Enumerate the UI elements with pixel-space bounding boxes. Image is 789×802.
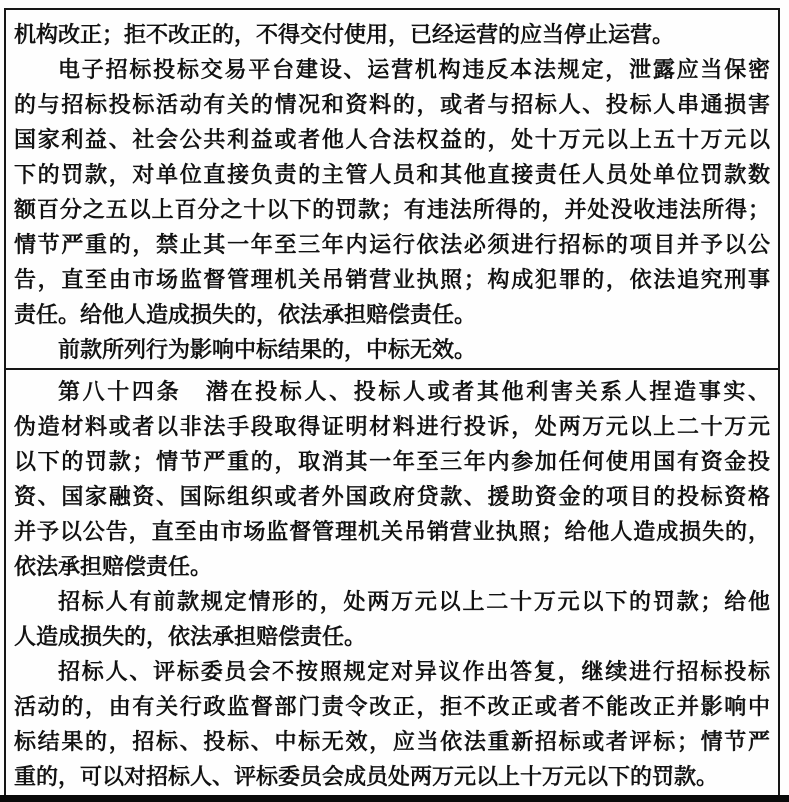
text-line: 人造成损失的，依法承担赔偿责任。: [14, 625, 367, 650]
document-section-lower: [6, 370, 778, 795]
text-line: 依法承担赔偿责任。: [14, 555, 213, 580]
text-line: 情节严重的，禁止其一年至三年内运行依法必须进行招标的项目并予以公: [14, 233, 770, 258]
text-line: 活动的，由有关行政监督部门责令改正，拒不改正或者不能改正并影响中: [14, 695, 770, 720]
document-frame: [4, 8, 780, 802]
text-line: 标结果的，招标、投标、中标无效，应当依法重新招标或者评标；情节严: [14, 730, 770, 755]
text-line: 招标人有前款规定情形的，处两万元以上二十万元以下的罚款；给他: [58, 590, 770, 615]
text-line: 并予以公告，直至由市场监督管理机关吊销营业执照；给他人造成损失的，: [14, 520, 770, 545]
text-line: 第八十四条 潜在投标人、投标人或者其他利害关系人捏造事实、: [58, 380, 770, 405]
text-line: 以下的罚款；情节严重的，取消其一年至三年内参加任何使用国有资金投: [14, 450, 770, 475]
text-line: 资、国家融资、国际组织或者外国政府贷款、援助资金的项目的投标资格: [14, 485, 770, 510]
text-line: 额百分之五以上百分之十以下的罚款；有违法所得的，并处没收违法所得；: [14, 198, 770, 223]
text-line: 重的，可以对招标人、评标委员会成员处两万元以上十万元以下的罚款。: [14, 765, 719, 790]
text-line: 招标人、评标委员会不按照规定对异议作出答复，继续进行招标投标: [58, 660, 770, 685]
document-section-upper: [6, 10, 778, 370]
text-line: 告，直至由市场监督管理机关吊销营业执照；构成犯罪的，依法追究刑事: [14, 268, 770, 293]
text-line: 国家利益、社会公共利益或者他人合法权益的，处十万元以上五十万元以: [14, 128, 770, 153]
text-line: 下的罚款，对单位直接负责的主管人员和其他直接责任人员处单位罚款数: [14, 163, 770, 188]
text-line: 电子招标投标交易平台建设、运营机构违反本法规定，泄露应当保密: [58, 58, 770, 83]
text-line: 前款所列行为影响中标结果的，中标无效。: [58, 338, 477, 363]
page-bottom-cutoff-bar: [0, 795, 789, 802]
text-line: 责任。给他人造成损失的，依法承担赔偿责任。: [14, 303, 477, 328]
text-line: 伪造材料或者以非法手段取得证明材料进行投诉，处两万元以上二十万元: [14, 415, 770, 440]
text-line: 的与招标投标活动有关的情况和资料的，或者与招标人、投标人串通损害: [14, 93, 770, 118]
text-line: 机构改正；拒不改正的，不得交付使用，已经运营的应当停止运营。: [14, 23, 675, 48]
